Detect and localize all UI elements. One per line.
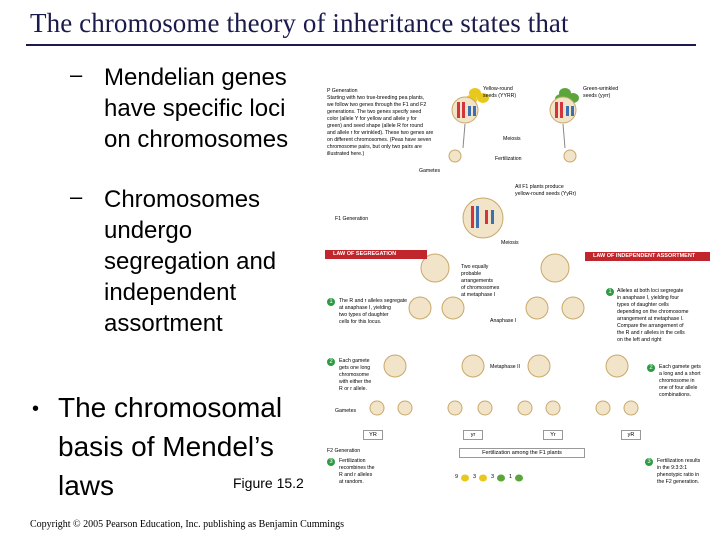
- ind-step3-num: 3: [645, 458, 653, 466]
- green-wrinkled-label: Green-wrinkled seeds (yyrr): [583, 86, 619, 99]
- gamete-box-yr-4: yR: [621, 430, 641, 440]
- meiosis-label: Meiosis: [503, 136, 521, 142]
- gamete-box-yr-1: YR: [363, 430, 383, 440]
- ind-step1-text: Alleles at both loci segregate in anaphase I, yielding four types of daughter cells depending on the chromosome arrangement at metaphase I. Compare the arrangement of the R and r alleles in the cells on the left and right: [617, 288, 689, 343]
- title-underline: [26, 44, 696, 46]
- metaphase2-label: Metaphase II: [490, 364, 520, 370]
- gamete-row: [370, 401, 638, 415]
- meiosis-label-2: Meiosis: [501, 240, 519, 246]
- seg-step1-text: The R and r alleles segregate at anaphase I, yielding two types of daughter cells for this locus.: [339, 298, 408, 325]
- copyright-text: Copyright © 2005 Pearson Education, Inc. publishing as Benjamin Cummings: [30, 519, 344, 530]
- ratio-9: 9: [455, 474, 459, 480]
- bullet-chromosomal-basis: The chromosomal basis of Mendel’s laws: [58, 392, 283, 501]
- f2-generation-label: F2 Generation: [327, 448, 361, 454]
- metaphase2-cell-3: [528, 355, 550, 377]
- p-arrow-left: [463, 124, 465, 148]
- bullet-dot: •: [32, 398, 40, 420]
- ratio-3a: 3: [473, 474, 477, 480]
- ratio-3b: 3: [491, 474, 495, 480]
- law-segregation-bar: [325, 250, 427, 259]
- f1-cell: [463, 198, 503, 238]
- seg-step3-text: Fertilization recombines the R and r alleles at random.: [339, 458, 375, 485]
- law-independent-bar: [585, 252, 710, 261]
- two-equally-text: Two equally probable arrangements of chromosomes at metaphase I: [461, 264, 500, 298]
- ind-step3-text: Fertilization results in the 9:3:3:1 phenotypic ratio in the F2 generation.: [657, 458, 701, 485]
- metaphase2-cell-4: [606, 355, 628, 377]
- gamete-box-yr-3: Yr: [543, 430, 563, 440]
- ind-step2-num: 2: [647, 364, 655, 372]
- fertilization-label: Fertilization: [495, 156, 522, 162]
- figure-15-2: [325, 78, 710, 498]
- fert-among-box: Fertilization among the F1 plants: [459, 448, 585, 458]
- p-generation-label: P Generation: [327, 88, 358, 94]
- slide-title: The chromosome theory of inheritance states that: [30, 8, 569, 38]
- ind-step1-num: 1: [606, 288, 614, 296]
- gamete-box-yr-2: yr: [463, 430, 483, 440]
- gamete-right: [564, 150, 576, 162]
- seg-step3-num: 3: [327, 458, 335, 466]
- bullet-mendelian-genes: Mendelian genes have specific loci on chromosomes: [104, 64, 289, 153]
- f1-generation-label: F1 Generation: [335, 216, 369, 222]
- dash-marker-2: –: [70, 184, 83, 209]
- yellow-round-label: Yellow-round seeds (YYRR): [483, 86, 517, 99]
- law-segregation-text: LAW OF SEGREGATION: [333, 251, 397, 257]
- gametes-label: Gametes: [419, 168, 441, 174]
- law-independent-text: LAW OF INDEPENDENT ASSORTMENT: [593, 253, 696, 259]
- dash-marker-1: –: [70, 62, 83, 87]
- p-generation-desc: Starting with two true-breeding pea plants, we follow two genes through the F1 and F2 generations. The two genes specify seed color (allele Y for yellow and allele y for green) and seed shape (allele R for round and allele r for wrinkled). These two genes are on different chromosomes. (Peas have seven chromosome pairs, but only two pairs are illustrated here.): [327, 95, 434, 157]
- seg-step1-num: 1: [327, 298, 335, 306]
- seg-step2-text: Each gamete gets one long chromosome with either the R or r allele.: [339, 358, 372, 392]
- anaphase-cell-right-1: [526, 297, 548, 319]
- anaphase-cell-left-2: [442, 297, 464, 319]
- p-arrow-right: [563, 124, 565, 148]
- metaphase-cell-right: [541, 254, 569, 282]
- anaphase-cell-right-2: [562, 297, 584, 319]
- gametes-label-2: Gametes: [335, 408, 357, 414]
- figure-label: Figure 15.2: [233, 475, 304, 491]
- f1-note: All F1 plants produce yellow-round seeds (YyRr): [515, 184, 577, 197]
- bullet-chromosomes: Chromosomes undergo segregation and independent assortment: [104, 186, 277, 337]
- ind-step2-text: Each gamete gets a long and a short chromosome in one of four allele combinations.: [659, 364, 701, 398]
- anaphase-label: Anaphase I: [490, 318, 517, 324]
- seg-step2-num: 2: [327, 358, 335, 366]
- metaphase2-cell-2: [462, 355, 484, 377]
- ratio-1: 1: [509, 474, 513, 480]
